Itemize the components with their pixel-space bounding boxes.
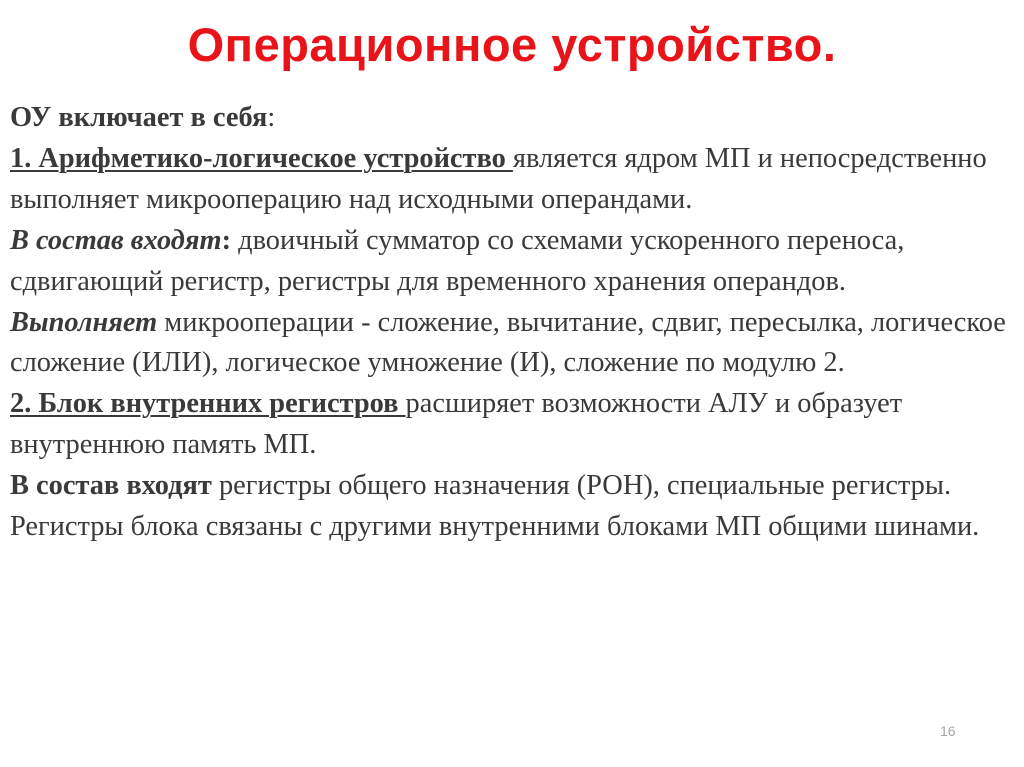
- registers-composition-text: регистры общего назначения (РОН), специальные регистры. Регистры блока связаны с другими внутренними блоками МП общими шинами.: [10, 470, 980, 543]
- alu-composition-text: двоичный сумматор со схемами ускоренного переноса, сдвигающий регистр, регистры для временного хранения операндов.: [10, 224, 905, 297]
- paragraph-registers-composition: [10, 466, 1018, 548]
- slide-body: [10, 98, 1018, 548]
- slide-title: Операционное устройство.: [187, 18, 837, 71]
- alu-description: является ядром МП и непосредственно выполняет микрооперацию над исходными операндами.: [10, 142, 987, 215]
- intro-bold: ОУ включает в себя: [10, 102, 268, 133]
- intro-rest: :: [267, 102, 276, 133]
- alu-operations-label: Выполняет: [10, 306, 158, 338]
- alu-heading: 1. Арифметико-логическое устройство: [10, 142, 513, 174]
- paragraph-intro: [10, 98, 1018, 139]
- paragraph-alu-operations: [10, 303, 1018, 385]
- alu-composition-colon: :: [221, 224, 232, 256]
- registers-description: расширяет возможности АЛУ и образует внутреннюю память МП.: [10, 388, 903, 461]
- alu-operations-text: микрооперации - сложение, вычитание, сдвиг, пересылка, логическое сложение (ИЛИ), логическое умножение (И), сложение по модулю 2.: [10, 306, 1006, 379]
- registers-composition-label: В состав входят: [10, 470, 212, 502]
- paragraph-registers: [10, 384, 1018, 466]
- paragraph-alu-composition: [10, 221, 1018, 303]
- alu-composition-label: В состав входят: [10, 224, 222, 256]
- paragraph-alu: [10, 139, 1018, 221]
- registers-heading: 2. Блок внутренних регистров: [10, 388, 406, 420]
- page-number: 16: [940, 723, 956, 739]
